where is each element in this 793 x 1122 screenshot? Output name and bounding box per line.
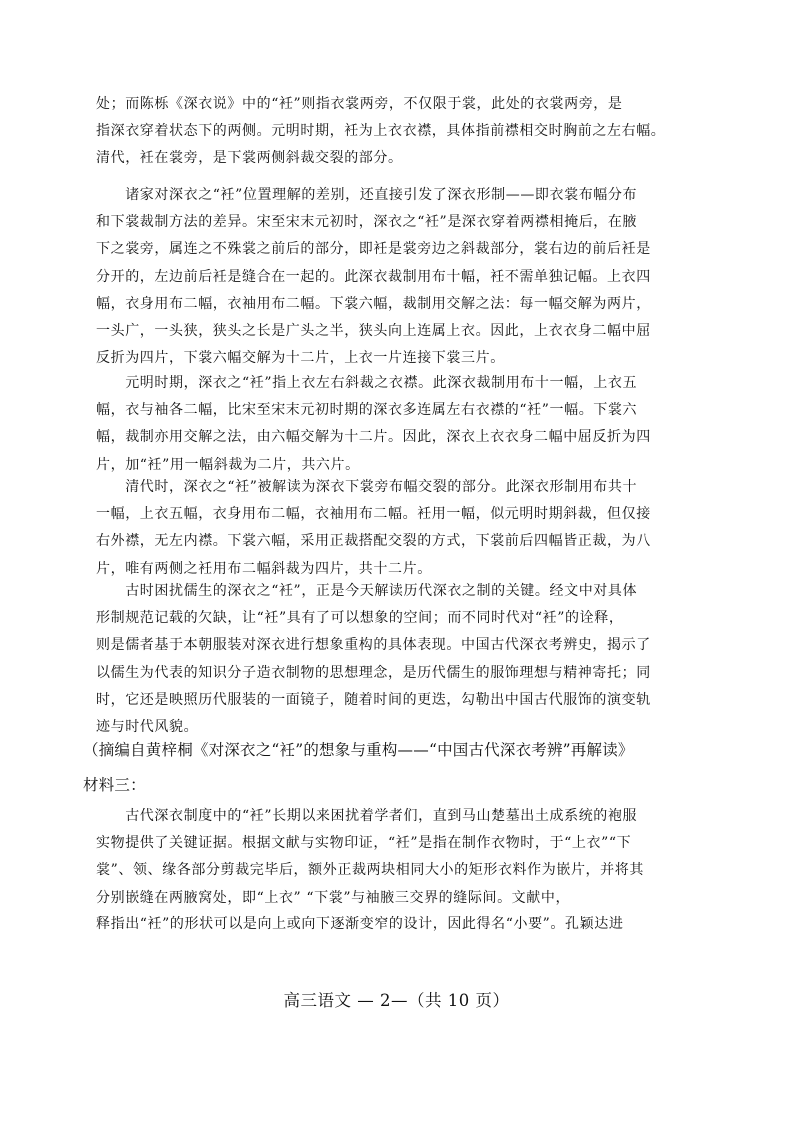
material-heading: 材料三： bbox=[83, 776, 146, 794]
text-line: 片，唯有两侧之衽用布二幅斜裁为四片，共十二片。 bbox=[96, 560, 432, 577]
text-line: 形制规范记载的欠缺，让“衽”具有了可以想象的空间；而不同时代对“衽”的诠释， bbox=[96, 610, 624, 627]
text-line: 清代时，深衣之“衽”被解读为深衣下裳旁布幅交裂的部分。此深衣形制用布共十 bbox=[96, 479, 638, 495]
text-line: 实物提供了关键证据。根据文献与实物印证，“衽”是指在制作衣物时，于“上衣”“下 bbox=[96, 835, 632, 852]
text-line: 元明时期，深衣之“衽”指上衣左右斜裁之衣襟。此深衣裁制用布十一幅，上衣五 bbox=[96, 375, 638, 391]
text-line: 幅，衣与袖各二幅，比宋至宋末元初时期的深衣多连属左右衣襟的“衽”一幅。下裳六 bbox=[96, 402, 638, 419]
text-line: 清代，衽在裳旁，是下裳两侧斜裁交裂的部分。 bbox=[96, 150, 403, 167]
paragraph-1 bbox=[96, 91, 698, 173]
material-three-paragraph bbox=[96, 803, 698, 912]
text-line: 诸家对深衣之“衽”位置理解的差别，还直接引发了深衣形制——即衣裳布幅分布 bbox=[96, 187, 638, 203]
paragraph-4 bbox=[96, 474, 698, 583]
text-line: 一头广，一头狭，狭头之长是广头之半，狭头向上连属上衣。因此，上衣衣身二幅中屈 bbox=[96, 322, 651, 339]
text-line: 则是儒者基于本朝服装对深衣进行想象重构的具体表现。中国古代深衣考辨史，揭示了 bbox=[96, 637, 651, 654]
text-line: 迹与时代风貌。 bbox=[96, 718, 199, 735]
continuation-line bbox=[96, 911, 698, 938]
paragraph-3 bbox=[96, 370, 698, 479]
text-line: 指深衣穿着状态下的两侧。元明时期，衽为上衣衣襟，具体指前襟相交时胸前之左右幅。 bbox=[96, 123, 666, 140]
text-line: 以儒生为代表的知识分子造衣制物的思想理念，是历代儒生的服饰理想与精神寄托；同 bbox=[96, 664, 651, 681]
text-line: 反折为四片，下裳六幅交解为十二片，上衣一片连接下裳三片。 bbox=[96, 350, 505, 367]
text-line: 释指出“衽”的形状可以是向上或向下逐渐变窄的设计，因此得名“小要”。孔颖达进 bbox=[96, 916, 624, 932]
text-line: 一幅，上衣五幅，衣身用布二幅，衣袖用布二幅。衽用一幅，似元明时期斜裁，但仅接 bbox=[96, 506, 651, 523]
text-line: 分别嵌缝在两腋窝处，即“上衣” “下裳”与袖腋三交界的缝际间。文献中， bbox=[96, 889, 571, 906]
text-line: 片，加“衽”用一幅斜裁为二片，共六片。 bbox=[96, 456, 360, 473]
text-line: 裳”、领、缘各部分剪裁完毕后，额外正裁两块相同大小的矩形衣料作为嵌片，并将其 bbox=[96, 862, 644, 879]
page-footer: 高三语文 — 2—（共 10 页） bbox=[283, 991, 510, 1010]
text-line: 右外襟，无左内襟。下裳六幅，采用正裁搭配交裂的方式，下裳前后四幅皆正裁，为八 bbox=[96, 533, 651, 550]
source-citation: （摘编自黄梓桐《对深衣之“衽”的想象与重构——“中国古代深衣考辨”再解读》 bbox=[83, 741, 634, 759]
text-line: 幅，裁制亦用交解之法，由六幅交解为十二片。因此，深衣上衣衣身二幅中屈反折为四 bbox=[96, 429, 651, 446]
text-line: 古代深衣制度中的“衽”长期以来困扰着学者们，直到马山楚墓出土成系统的袍服 bbox=[96, 808, 638, 824]
text-line: 时，它还是映照历代服装的一面镜子，随着时间的更迭，勾勒出中国古代服饰的演变轨 bbox=[96, 691, 651, 708]
paragraph-2 bbox=[96, 182, 698, 372]
text-line: 下之裳旁，属连之不殊裳之前后的部分，即衽是裳旁边之斜裁部分，裳右边的前后衽是 bbox=[96, 241, 651, 258]
text-line: 处；而陈栎《深衣说》中的“衽”则指衣裳两旁，不仅限于裳，此处的衣裳两旁，是 bbox=[96, 96, 623, 112]
paragraph-5 bbox=[96, 578, 698, 741]
text-line: 分开的，左边前后衽是缝合在一起的。此深衣裁制用布十幅，衽不需单独记幅。上衣四 bbox=[96, 268, 651, 285]
text-line: 古时困扰儒生的深衣之“衽”，正是今天解读历代深衣之制的关键。经文中对具体 bbox=[96, 583, 638, 599]
text-line: 和下裳裁制方法的差异。宋至宋末元初时，深衣之“衽”是深衣穿着两襟相掩后，在腋 bbox=[96, 214, 638, 231]
text-line: 幅，衣身用布二幅，衣袖用布二幅。下裳六幅，裁制用交解之法：每一幅交解为两片， bbox=[96, 295, 651, 312]
